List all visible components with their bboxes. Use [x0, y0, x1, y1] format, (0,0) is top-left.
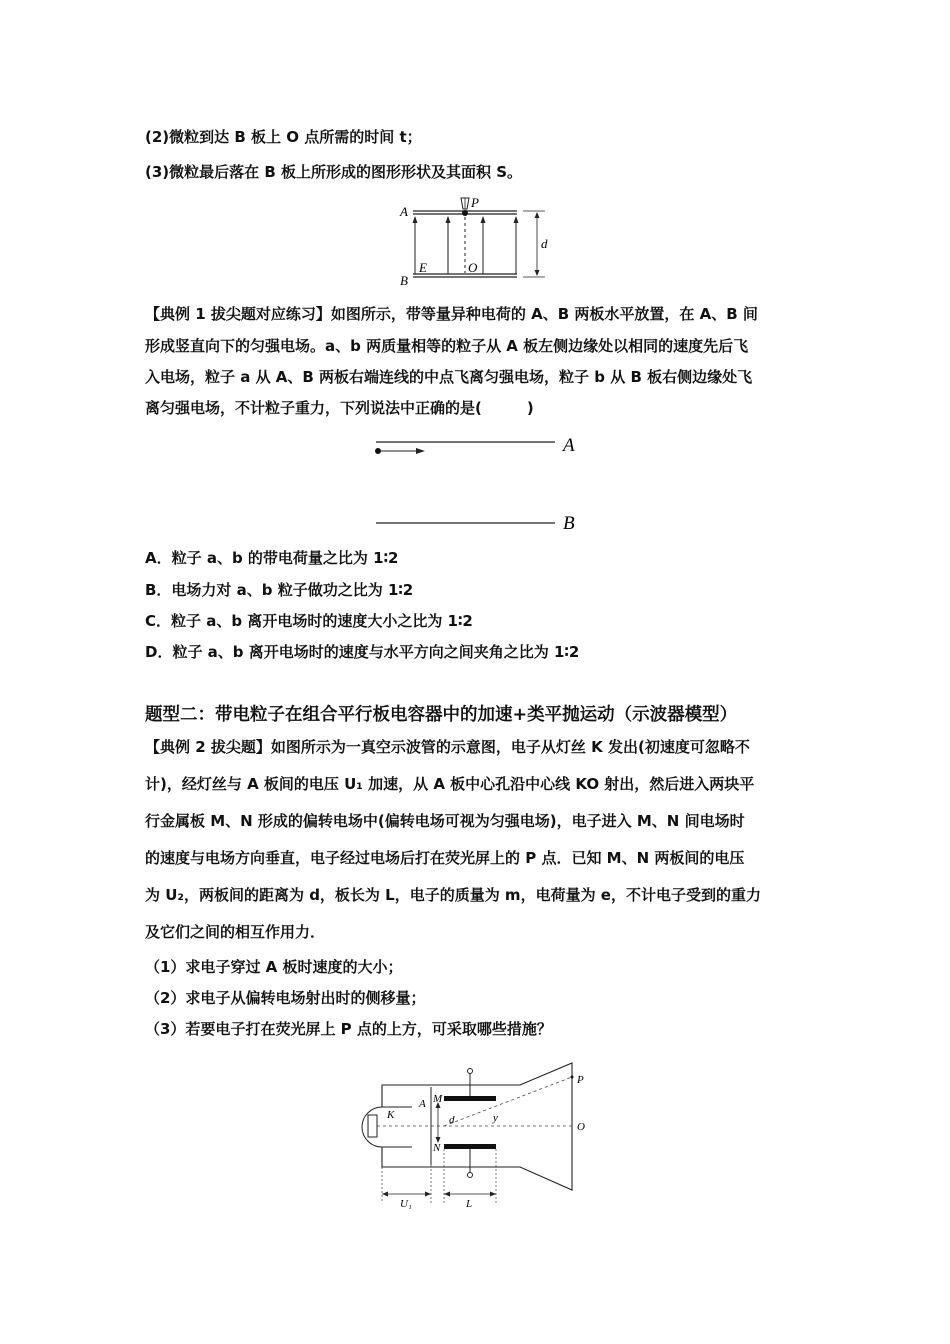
ex2-question-3: （3）若要电子打在荧光屏上 P 点的上方，可采取哪些措施？	[145, 1020, 552, 1038]
ex2-line-1-text: 如图所示为一真空示波管的示意图，电子从灯丝 K 发出(初速度可忽略不	[270, 738, 750, 756]
ex1-line-2: 形成竖直向下的匀强电场。a、b 两质量相等的粒子从 A 板左侧边缘处以相同的速度先后飞	[145, 337, 749, 355]
fig1-label-b: B	[400, 273, 408, 288]
fig1-label-d: d	[541, 236, 548, 251]
fig1-label-e: E	[419, 260, 427, 275]
ex2-line-5: 为 U₂，两板间的距离为 d，板长为 L，电子的质量为 m，电荷量为 e，不计电子受到的重力	[145, 886, 761, 904]
fig2-label-b: B	[563, 513, 575, 534]
oscilloscope-tube-figure	[360, 1055, 600, 1210]
ex1-line-3: 入电场，粒子 a 从 A、B 两板右端连线的中点飞离匀强电场，粒子 b 从 B 板右侧边缘处飞	[145, 368, 753, 386]
fig1-label-a: A	[400, 204, 408, 219]
ex1-line-1-text: 如图所示，带等量异种电荷的 A、B 两板水平放置，在 A、B 间	[330, 305, 758, 323]
ex2-line-2: 计)，经灯丝与 A 板间的电压 U₁ 加速，从 A 板中心孔沿中心线 KO 射出，然后进入两块平	[145, 775, 755, 793]
tube-label-y: y	[493, 1112, 498, 1124]
ex2-line-1	[145, 737, 810, 757]
fig2-label-a: A	[563, 435, 575, 456]
tube-label-o: O	[577, 1121, 585, 1133]
option-a: A．粒子 a、b 的带电荷量之比为 1∶2	[145, 549, 399, 567]
tube-label-n: N	[433, 1142, 441, 1154]
q1-part2: (2)微粒到达 B 板上 O 点所需的时间 t；	[145, 128, 422, 146]
option-d: D．粒子 a、b 离开电场时的速度与水平方向之间夹角之比为 1∶2	[145, 643, 580, 661]
tube-label-l: L	[466, 1198, 473, 1210]
ex2-question-2: （2）求电子从偏转电场射出时的侧移量；	[145, 989, 426, 1007]
fig1-label-o: O	[468, 260, 478, 275]
ex1-line-4: 离匀强电场，不计粒子重力，下列说法中正确的是( )	[145, 399, 534, 417]
tube-label-m: M	[433, 1093, 443, 1105]
ex1-line-1	[145, 304, 810, 324]
fig1-label-p: P	[471, 195, 479, 210]
option-c: C．粒子 a、b 离开电场时的速度大小之比为 1∶2	[145, 612, 473, 630]
ex2-question-1: （1）求电子穿过 A 板时速度的大小；	[145, 958, 403, 976]
tube-label-u1: U₁	[400, 1198, 412, 1210]
ex1-tag: 【典例 1 拔尖题对应练习】	[145, 305, 331, 323]
tube-label-k: K	[387, 1109, 395, 1121]
ex2-tag: 【典例 2 拔尖题】	[145, 738, 271, 756]
tube-label-d: d	[449, 1114, 455, 1126]
ex2-line-3: 行金属板 M、N 形成的偏转电场中(偏转电场可视为匀强电场)，电子进入 M、N 间电场时	[145, 812, 745, 830]
plates-figure-2	[370, 430, 590, 535]
section-2-title: 题型二：带电粒子在组合平行板电容器中的加速+类平抛运动（示波器模型）	[145, 705, 738, 725]
tube-label-p: P	[577, 1074, 584, 1086]
q1-part3: (3)微粒最后落在 B 板上所形成的图形形状及其面积 S。	[145, 163, 523, 181]
plates-figure-1	[395, 195, 555, 290]
option-b: B．电场力对 a、b 粒子做功之比为 1∶2	[145, 581, 414, 599]
tube-label-a: A	[419, 1098, 426, 1110]
ex2-line-6: 及它们之间的相互作用力．	[145, 923, 326, 941]
ex2-line-4: 的速度与电场方向垂直，电子经过电场后打在荧光屏上的 P 点．已知 M、N 两板间的电压	[145, 849, 745, 867]
